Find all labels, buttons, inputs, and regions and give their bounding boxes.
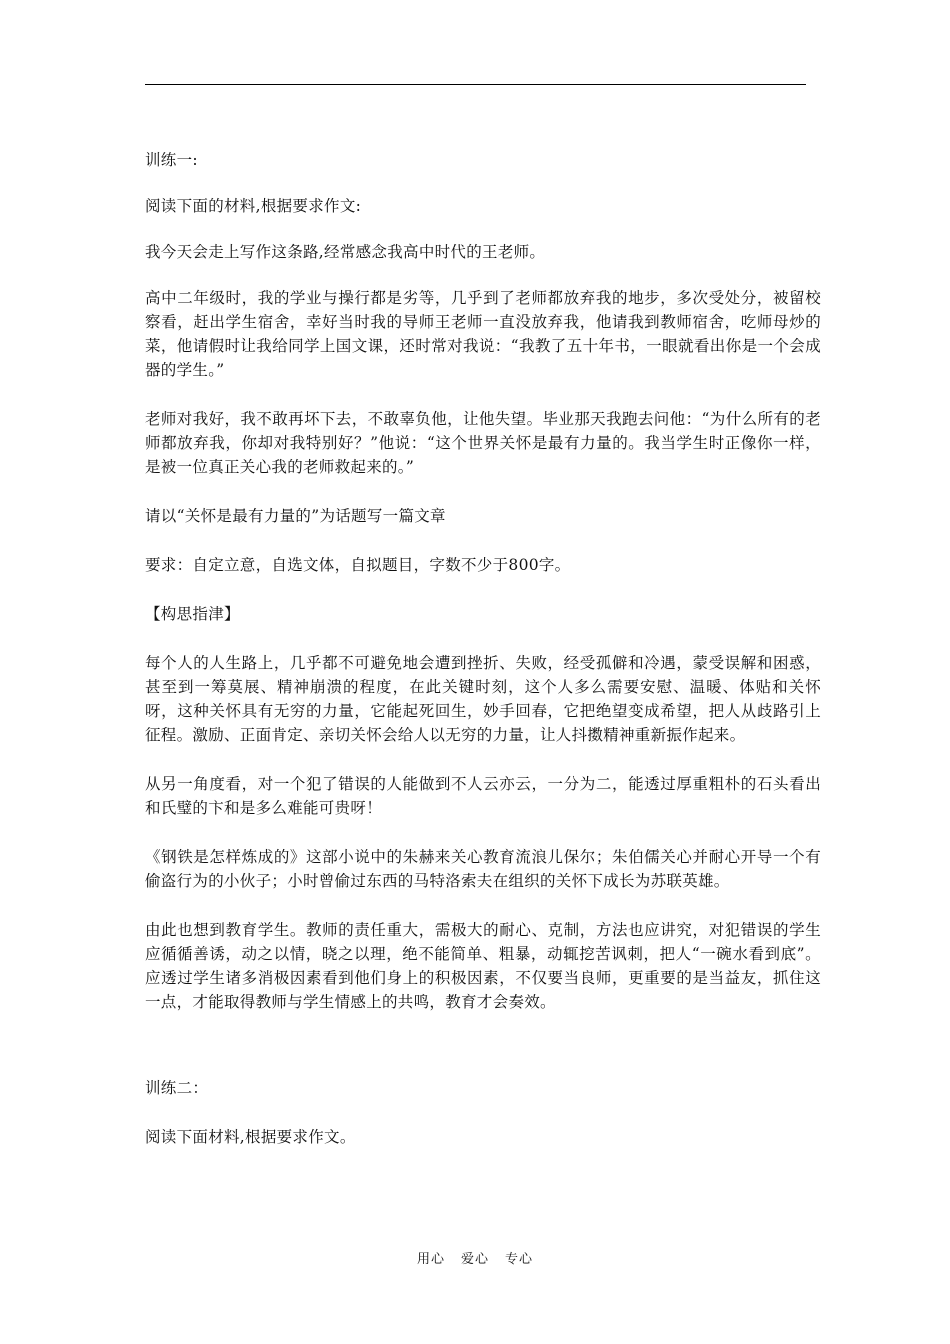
material-paragraph: 老师对我好，我不敢再坏下去，不敢辜负他，让他失望。毕业那天我跑去问他：“为什么所有的老师都放弃我，你却对我特别好？”他说：“这个世界关怀是最有力量的。我当学生时正像你一样，是被一位真正关心我的老师救起来的。” xyxy=(145,410,821,476)
requirements-paragraph: 要求：自定立意，自选文体，自拟题目，字数不少于800字。 xyxy=(145,556,571,574)
footer-item: 爱心 xyxy=(460,1252,489,1267)
header-rule xyxy=(145,84,806,85)
instruction-paragraph: 阅读下面的材料,根据要求作文: xyxy=(145,197,362,215)
section-heading-training-two: 训练二： xyxy=(145,1079,209,1097)
footer-item: 用心 xyxy=(416,1252,445,1267)
topic-paragraph: 请以“关怀是最有力量的”为话题写一篇文章 xyxy=(145,507,446,525)
footer-item: 专心 xyxy=(505,1252,534,1267)
guide-heading: 【构思指津】 xyxy=(145,605,240,623)
page-footer xyxy=(0,1248,950,1267)
material-paragraph: 我今天会走上写作这条路,经常感念我高中时代的王老师。 xyxy=(145,243,546,261)
guide-paragraph: 由此也想到教育学生。教师的责任重大，需极大的耐心、克制，方法也应讲究，对犯错误的学生应循循善诱，动之以情，晓之以理，绝不能简单、粗暴，动辄挖苦讽刺，把人“一碗水看到底”。应透过学生诸多消极因素看到他们身上的积极因素，不仅要当良师，更重要的是当益友，抓住这一点，才能取得教师与学生情感上的共鸣，教育才会奏效。 xyxy=(145,921,821,1011)
guide-paragraph: 从另一角度看，对一个犯了错误的人能做到不人云亦云，一分为二，能透过厚重粗朴的石头看出和氏璧的卞和是多么难能可贵呀！ xyxy=(145,775,821,817)
instruction-paragraph: 阅读下面材料,根据要求作文。 xyxy=(145,1128,356,1146)
material-paragraph: 高中二年级时，我的学业与操行都是劣等，几乎到了老师都放弃我的地步，多次受处分，被留校察看，赶出学生宿舍，幸好当时我的导师王老师一直没放弃我，他请我到教师宿舍，吃师母炒的菜，他请假时让我给同学上国文课，还时常对我说：“我教了五十年书，一眼就看出你是一个会成器的学生。” xyxy=(145,289,821,379)
section-heading-training-one: 训练一: xyxy=(145,151,198,169)
guide-paragraph: 《钢铁是怎样炼成的》这部小说中的朱赫来关心教育流浪儿保尔；朱伯儒关心并耐心开导一个有偷盗行为的小伙子；小时曾偷过东西的马特洛索夫在组织的关怀下成长为苏联英雄。 xyxy=(145,848,821,890)
document-body xyxy=(145,148,821,1149)
guide-paragraph: 每个人的人生路上，几乎都不可避免地会遭到挫折、失败，经受孤僻和冷遇，蒙受误解和困惑，甚至到一筹莫展、精神崩溃的程度，在此关键时刻，这个人多么需要安慰、温暖、体贴和关怀呀，这种关怀具有无穷的力量，它能起死回生，妙手回春，它把绝望变成希望，把人从歧路引上征程。激励、正面肯定、亲切关怀会给人以无穷的力量，让人抖擞精神重新振作起来。 xyxy=(145,654,821,744)
